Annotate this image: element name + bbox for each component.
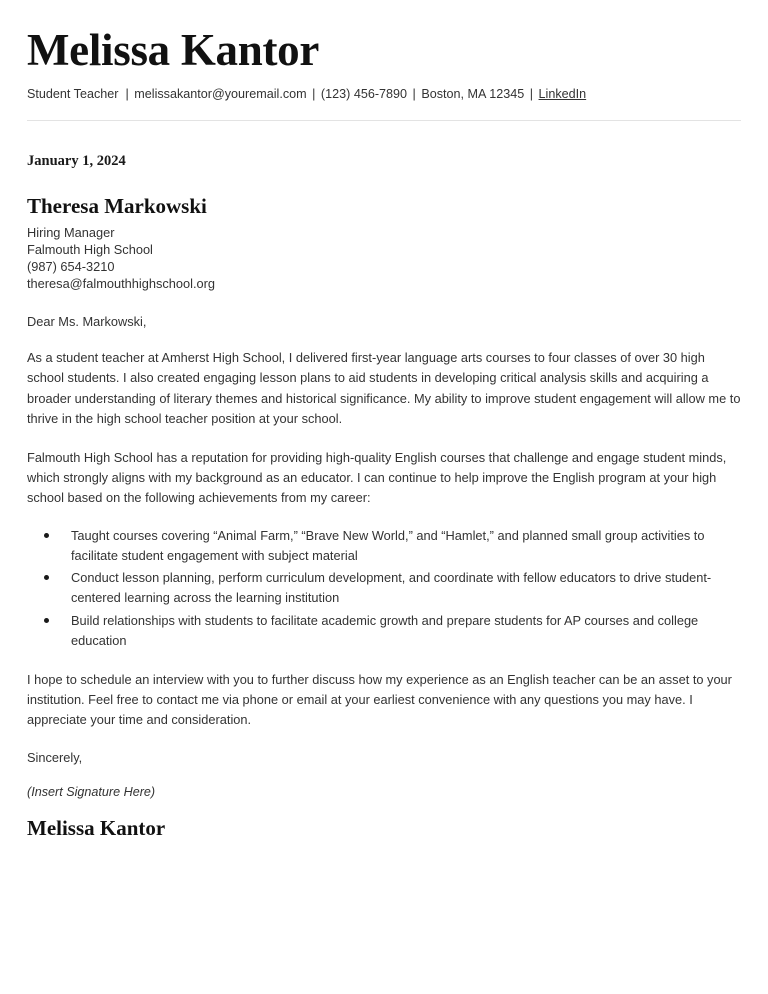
bullet-icon <box>44 533 49 538</box>
linkedin-link[interactable]: LinkedIn <box>538 86 587 101</box>
salutation: Dear Ms. Markowski, <box>27 314 147 330</box>
list-item <box>44 611 741 651</box>
contact-phone: (123) 456-7890 <box>320 86 408 101</box>
contact-separator-1: | <box>125 86 129 101</box>
contact-separator-4: | <box>529 86 534 101</box>
body-paragraph-2: Falmouth High School has a reputation for providing high-quality English courses that challenge and engage student minds, which strongly aligns with my background as an educator. I can continue to help improve the English program at your high school based on the following achievements from my career: <box>27 450 727 506</box>
signature-placeholder: (Insert Signature Here) <box>27 785 156 800</box>
list-item-text: Build relationships with students to facilitate academic growth and prepare students for AP courses and college education <box>71 613 699 648</box>
recipient-organization: Falmouth High School <box>27 242 153 258</box>
letter-body <box>0 129 768 841</box>
closing-line: Sincerely, <box>27 750 83 766</box>
list-item <box>44 568 741 608</box>
contact-separator-3: | <box>412 86 416 101</box>
achievements-list <box>27 526 741 651</box>
letter-date: January 1, 2024 <box>27 152 126 169</box>
contact-info-line <box>27 86 741 102</box>
contact-location: Boston, MA 12345 <box>421 86 525 101</box>
list-item-text: Conduct lesson planning, perform curriculum development, and coordinate with fellow educators to drive student-centered learning across the learning institution <box>71 570 712 606</box>
recipient-block <box>27 194 741 292</box>
page-title: Melissa Kantor <box>27 25 320 75</box>
recipient-email: theresa@falmouthhighschool.org <box>27 276 215 292</box>
recipient-title: Hiring Manager <box>27 225 115 241</box>
letter-header <box>0 0 768 121</box>
signature-name: Melissa Kantor <box>27 816 166 841</box>
list-item <box>44 526 741 566</box>
bullet-icon <box>44 618 49 623</box>
contact-email: melissakantor@youremail.com <box>134 86 307 101</box>
body-paragraph-3: I hope to schedule an interview with you to further discuss how my experience as an English teacher can be an asset to your institution. Feel free to contact me via phone or email at your earliest convenience with any questions you may have. I appreciate your time and consideration. <box>27 671 732 728</box>
header-divider <box>27 120 741 121</box>
contact-role: Student Teacher <box>27 86 119 101</box>
recipient-phone: (987) 654-3210 <box>27 259 115 275</box>
bullet-icon <box>44 575 49 580</box>
body-paragraph-1: As a student teacher at Amherst High School, I delivered first-year language arts courses to four classes of over 30 high school students. I also created engaging lesson plans to aid students in developing critical analysis skills and acquiring a broader understanding of literary themes and historical significance. My ability to improve student engagement will allow me to thrive in the high school teacher position at your school. <box>27 350 741 426</box>
contact-separator-2: | <box>312 86 316 101</box>
list-item-text: Taught courses covering “Animal Farm,” “Brave New World,” and “Hamlet,” and planned small group activities to facilitate student engagement with subject material <box>71 527 705 563</box>
recipient-name: Theresa Markowski <box>27 193 207 218</box>
